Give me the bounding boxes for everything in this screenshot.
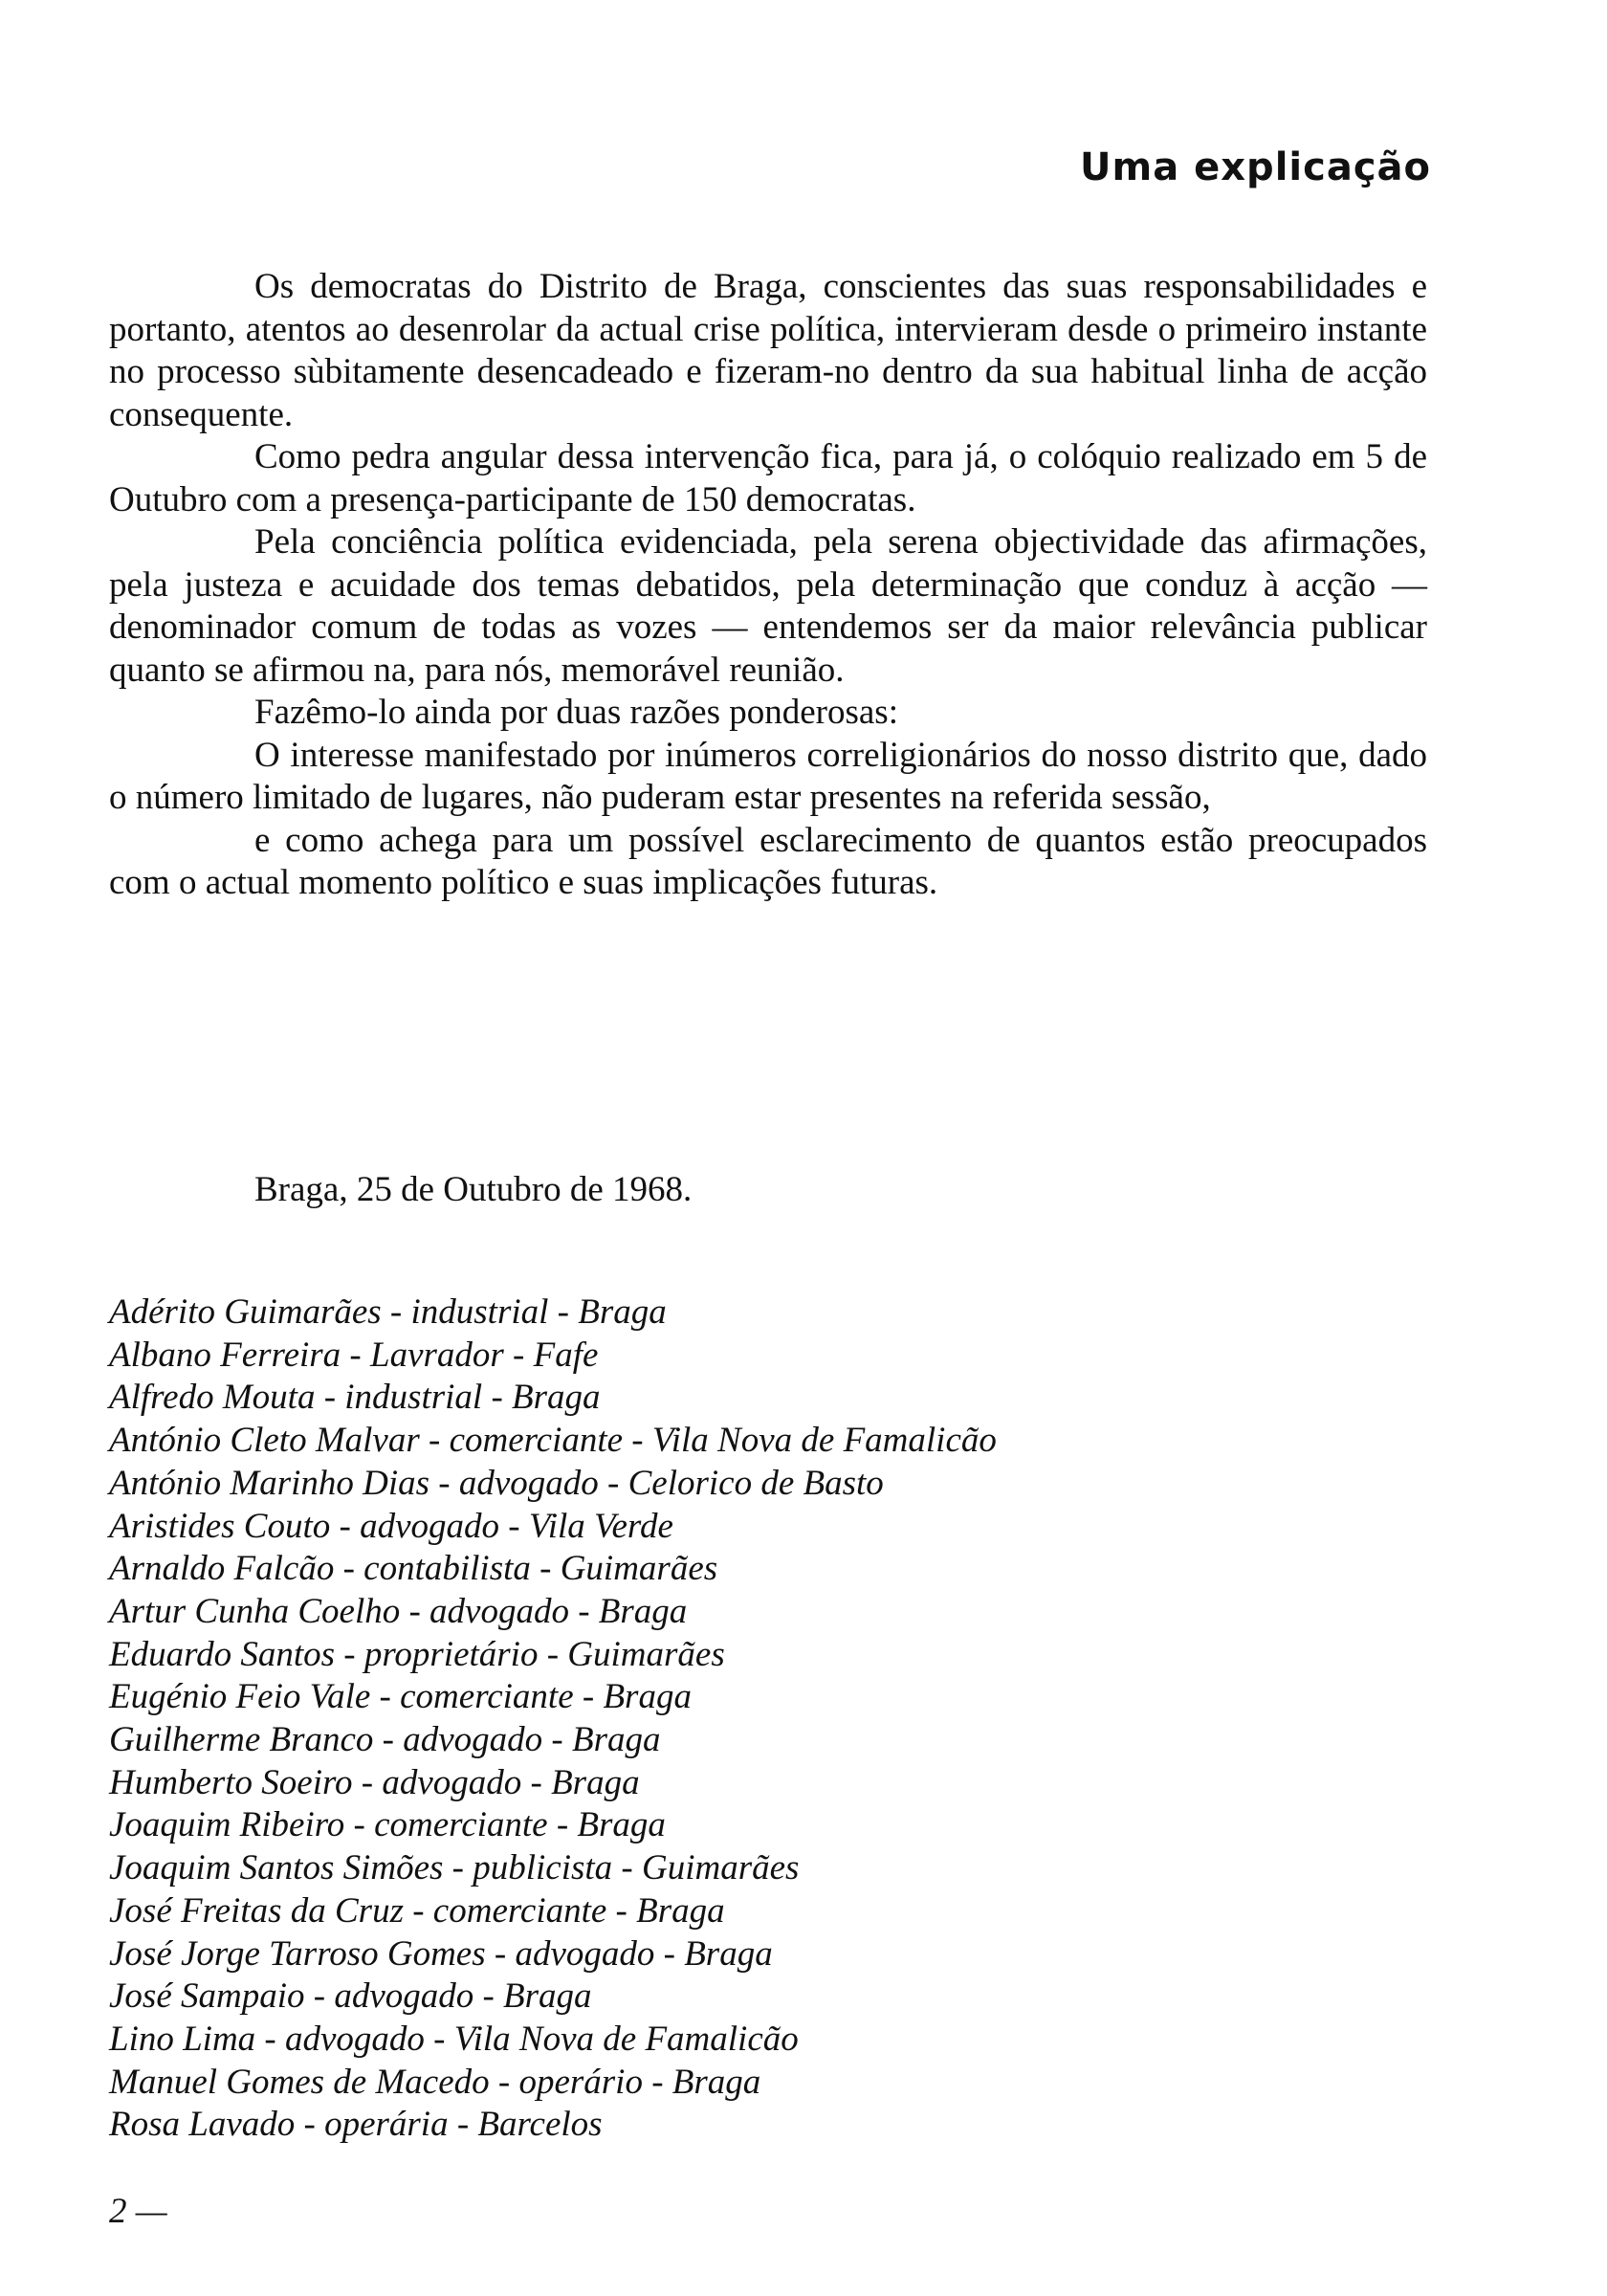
body-text	[109, 266, 1427, 905]
signatory-item: Alfredo Mouta - industrial - Braga	[109, 1378, 601, 1418]
signatory-item: José Jorge Tarroso Gomes - advogado - Braga	[109, 1933, 773, 1974]
signatory-item: Aristides Couto - advogado - Vila Verde	[109, 1506, 673, 1546]
page-number: 2 —	[109, 2192, 167, 2231]
signatory-item: Artur Cunha Coelho - advogado - Braga	[109, 1591, 688, 1631]
signatory-item: Arnaldo Falcão - contabilista - Guimarães	[109, 1549, 718, 1589]
signatory-item: Guilherme Branco - advogado - Braga	[109, 1720, 661, 1760]
paragraph-4: Fazêmo-lo ainda por duas razões ponderosas:	[254, 693, 898, 732]
paragraph-3: Pela conciência política evidenciada, pela serena objectividade das afirmações, pela justeza e acuidade dos temas debatidos, pela determinação que conduz à acção — denominador comum de todas as vozes — entendemos ser da maior relevância publicar quanto se afirmou na, para nós, memorável reunião.	[109, 522, 1427, 690]
signatory-item: António Cleto Malvar - comerciante - Vila Nova de Famalicão	[109, 1421, 997, 1461]
paragraph-1: Os democratas do Distrito de Braga, conscientes das suas responsabilidades e portanto, atentos ao desenrolar da actual crise política, intervieram desde o primeiro instante no processo sùbitamente desencadeado e fizeram-no dentro da sua habitual linha de acção consequente.	[109, 267, 1427, 434]
signatory-item: José Freitas da Cruz - comerciante - Braga	[109, 1890, 725, 1931]
signatory-item: António Marinho Dias - advogado - Celorico de Basto	[109, 1463, 884, 1503]
signatory-item: Adérito Guimarães - industrial - Braga	[109, 1292, 667, 1332]
signatory-item: Joaquim Ribeiro - comerciante - Braga	[109, 1805, 666, 1845]
signatory-item: Manuel Gomes de Macedo - operário - Braga	[109, 2062, 761, 2102]
signatory-item: Eugénio Feio Vale - comerciante - Braga	[109, 1677, 692, 1717]
paragraph-2: Como pedra angular dessa intervenção fica, para já, o colóquio realizado em 5 de Outubro com a presença-participante de 150 democratas.	[109, 437, 1427, 519]
page-title: Uma explicação	[1080, 145, 1431, 189]
paragraph-6: e como achega para um possível esclarecimento de quantos estão preocupados com o actual momento político e suas implicações futuras.	[109, 820, 1427, 902]
signatory-item: Lino Lima - advogado - Vila Nova de Famalicão	[109, 2019, 799, 2059]
signatory-item: Joaquim Santos Simões - publicista - Guimarães	[109, 1848, 800, 1888]
signatory-item: Humberto Soeiro - advogado - Braga	[109, 1762, 640, 1802]
signatory-item: José Sampaio - advogado - Braga	[109, 1976, 592, 2017]
signatory-item: Albano Ferreira - Lavrador - Fafe	[109, 1335, 599, 1375]
dateline: Braga, 25 de Outubro de 1968.	[254, 1170, 693, 1209]
signatory-item: Eduardo Santos - proprietário - Guimarães	[109, 1634, 725, 1674]
signatory-list	[109, 1292, 1427, 2147]
paragraph-5: O interesse manifestado por inúmeros correligionários do nosso distrito que, dado o número limitado de lugares, não puderam estar presentes na referida sessão,	[109, 735, 1427, 817]
signatory-item: Rosa Lavado - operária - Barcelos	[109, 2105, 603, 2145]
